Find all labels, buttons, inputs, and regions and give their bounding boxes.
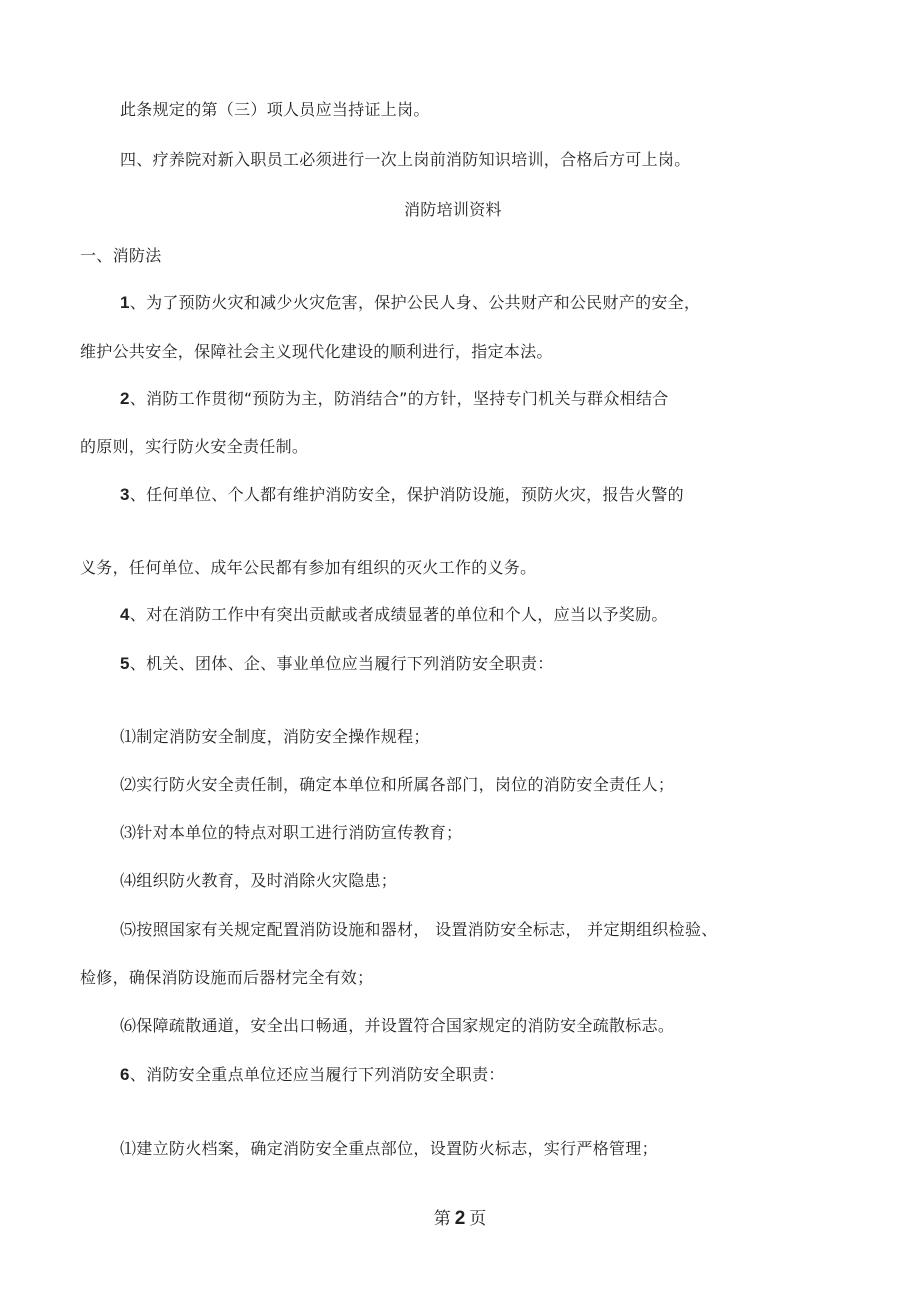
list-item: ⑷组织防火教育，及时消除火灾隐患； <box>120 871 398 890</box>
page-prefix: 第 <box>433 1209 451 1229</box>
page-number: 2 <box>454 1208 466 1229</box>
page-footer <box>0 1208 920 1230</box>
text-line: 维护公共安全，保障社会主义现代化建设的顺利进行，指定本法。 <box>80 342 553 361</box>
clause-6: 6、消防安全重点单位还应当履行下列消防安全职责： <box>120 1065 505 1084</box>
text-line: 义务，任何单位、成年公民都有参加有组织的灭火工作的义务。 <box>80 558 537 577</box>
clause-4: 4、对在消防工作中有突出贡献或者成绩显著的单位和个人，应当以予奖励。 <box>120 605 668 624</box>
heading-fire-law: 一、消防法 <box>80 246 162 265</box>
text-line: 此条规定的第（三）项人员应当持证上岗。 <box>120 100 430 119</box>
list-item: ⑶针对本单位的特点对职工进行消防宣传教育； <box>120 823 463 842</box>
list-item: ⑸按照国家有关规定配置消防设施和器材， 设置消防安全标志， 并定期组织检验、 <box>120 920 718 939</box>
list-item: ⑴制定消防安全制度，消防安全操作规程； <box>120 727 430 746</box>
clause-2: 2、消防工作贯彻“预防为主，防消结合”的方针，坚持专门机关与群众相结合 <box>120 389 669 408</box>
text-line: 检修，确保消防设施而后器材完全有效； <box>80 968 374 987</box>
clause-5: 5、机关、团体、企、事业单位应当履行下列消防安全职责： <box>120 654 554 673</box>
section-title: 消防培训资料 <box>404 200 502 219</box>
text-line: 的原则，实行防火安全责任制。 <box>80 437 309 456</box>
text-line: 四、疗养院对新入职员工必须进行一次上岗前消防知识培训，合格后方可上岗。 <box>120 150 691 169</box>
list-item: ⑵实行防火安全责任制，确定本单位和所属各部门，岗位的消防安全责任人； <box>120 775 675 794</box>
list-item: ⑹保障疏散通道，安全出口畅通，并设置符合国家规定的消防安全疏散标志。 <box>120 1016 675 1035</box>
list-item: ⑴建立防火档案，确定消防安全重点部位，设置防火标志，实行严格管理； <box>120 1139 658 1158</box>
clause-3: 3、任何单位、个人都有维护消防安全，保护消防设施，预防火灾，报告火警的 <box>120 485 684 504</box>
clause-1: 1、为了预防火灾和减少火灾危害，保护公民人身、公共财产和公民财产的安全， <box>120 293 701 312</box>
page-suffix: 页 <box>469 1209 487 1229</box>
